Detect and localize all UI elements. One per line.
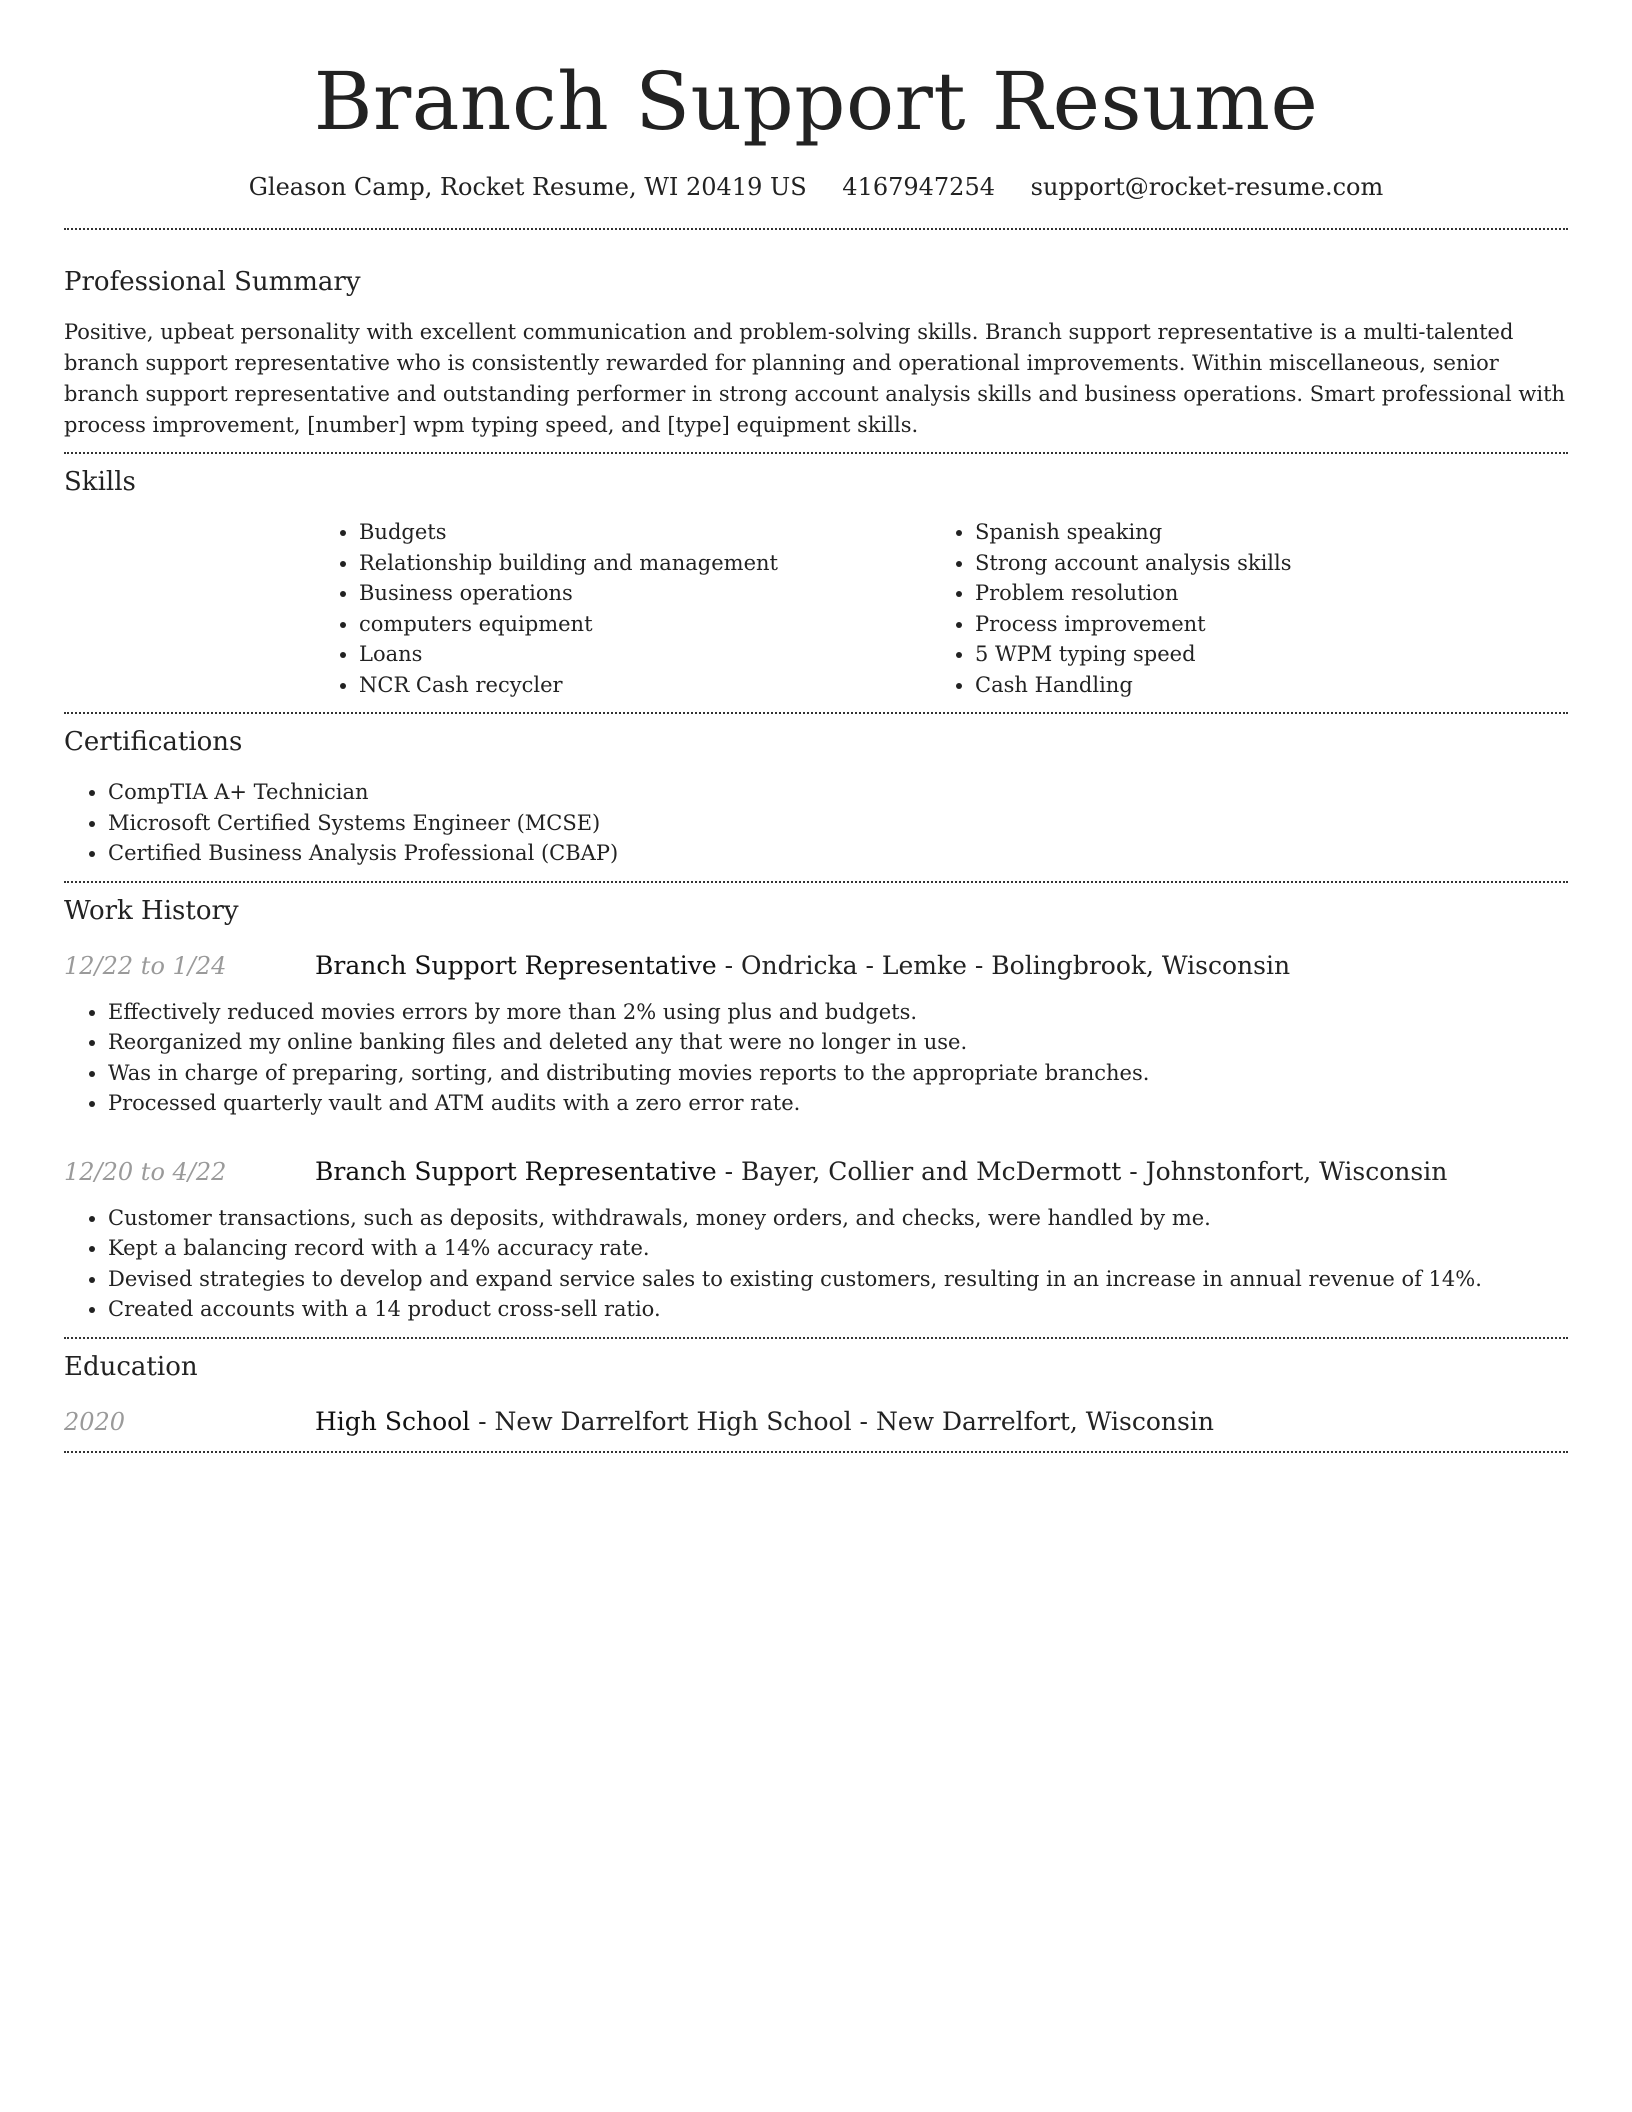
job-title: Branch Support Representative: [315, 1156, 717, 1186]
certification-item: • Certified Business Analysis Professional (CBAP): [108, 838, 1568, 869]
job-dates: 12/22 to 1/24: [64, 951, 227, 980]
job-bullet: • Processed quarterly vault and ATM audits with a zero error rate.: [108, 1088, 1568, 1119]
skill-item: • NCR Cash recycler: [359, 670, 931, 701]
work-heading: Work History: [64, 895, 239, 926]
education-details: - New Darrelfort High School - New Darrelfort, Wisconsin: [470, 1406, 1214, 1436]
summary-section: [64, 230, 1568, 452]
skill-item: • Strong account analysis skills: [975, 548, 1547, 579]
job-entry: [64, 1155, 1568, 1337]
skill-item: • Business operations: [359, 578, 931, 609]
job-header: [64, 1155, 1568, 1189]
job-bullet: • Devised strategies to develop and expand service sales to existing customers, resulting in an increase in annual revenue of 14%.: [108, 1264, 1568, 1295]
certifications-heading: Certifications: [64, 727, 243, 757]
skill-item: • Relationship building and management: [359, 548, 931, 579]
skills-section: [64, 454, 1568, 712]
skill-item: • computers equipment: [359, 609, 931, 640]
job-bullet: • Effectively reduced movies errors by more than 2% using plus and budgets.: [108, 997, 1568, 1028]
summary-heading: Professional Summary: [64, 267, 361, 297]
job-header: [64, 949, 1568, 983]
contact-email: support@rocket-resume.com: [1030, 173, 1384, 201]
job-bullets: [64, 1203, 1568, 1337]
skill-item: • Budgets: [359, 517, 931, 548]
certifications-list: [64, 777, 1568, 881]
job-dates: 12/20 to 4/22: [64, 1157, 227, 1186]
skill-item: • Loans: [359, 639, 931, 670]
skills-right-list: [931, 517, 1547, 700]
resume-title: Branch Support Resume: [313, 55, 1319, 148]
job-title: Branch Support Representative: [315, 950, 717, 980]
skills-left-list: [315, 517, 931, 700]
contact-address: Gleason Camp, Rocket Resume, WI 20419 US: [248, 173, 807, 201]
summary-text: Positive, upbeat personality with excellent communication and problem-solving skills. Branch support representative is a multi-talented branch support representative who is consistently rewarded for planning and operational improvements. Within miscellaneous, senior branch support representative and outstanding performer in strong account analysis skills and business operations. Smart professional with process improvement, [number] wpm typing speed, and [type] equipment skills.: [64, 320, 1566, 437]
certification-item: • CompTIA A+ Technician: [108, 777, 1568, 808]
education-heading: Education: [64, 1351, 198, 1382]
job-bullets: [64, 997, 1568, 1119]
job-title-line: [315, 949, 1290, 983]
contact-phone: 4167947254: [842, 173, 995, 201]
skill-item: • Problem resolution: [975, 578, 1547, 609]
skills-columns: [315, 517, 1568, 712]
skill-item: • Spanish speaking: [975, 517, 1547, 548]
job-details: - Ondricka - Lemke - Bolingbrook, Wisconsin: [716, 950, 1291, 980]
contact-line: [64, 170, 1568, 204]
job-details: - Bayer, Collier and McDermott - Johnstonfort, Wisconsin: [716, 1156, 1448, 1186]
education-section: [64, 1339, 1568, 1451]
job-bullet: • Customer transactions, such as deposits, withdrawals, money orders, and checks, were handled by me.: [108, 1203, 1568, 1234]
job-entry: [64, 949, 1568, 1119]
education-degree: High School: [315, 1406, 471, 1436]
education-line: [315, 1405, 1214, 1439]
work-section: [64, 883, 1568, 1337]
education-year: 2020: [64, 1407, 126, 1436]
job-title-line: [315, 1155, 1447, 1189]
certifications-section: [64, 714, 1568, 881]
skill-item: • Process improvement: [975, 609, 1547, 640]
job-bullet: • Created accounts with a 14 product cross-sell ratio.: [108, 1294, 1568, 1325]
skill-item: • Cash Handling: [975, 670, 1547, 701]
skills-heading: Skills: [64, 467, 136, 497]
education-divider: [64, 1451, 1568, 1453]
job-bullet: • Was in charge of preparing, sorting, and distributing movies reports to the appropriate branches.: [108, 1058, 1568, 1089]
job-bullet: • Reorganized my online banking files and deleted any that were no longer in use.: [108, 1027, 1568, 1058]
job-bullet: • Kept a balancing record with a 14% accuracy rate.: [108, 1233, 1568, 1264]
skill-item: • 5 WPM typing speed: [975, 639, 1547, 670]
education-entry: [64, 1405, 1568, 1451]
certification-item: • Microsoft Certified Systems Engineer (MCSE): [108, 808, 1568, 839]
